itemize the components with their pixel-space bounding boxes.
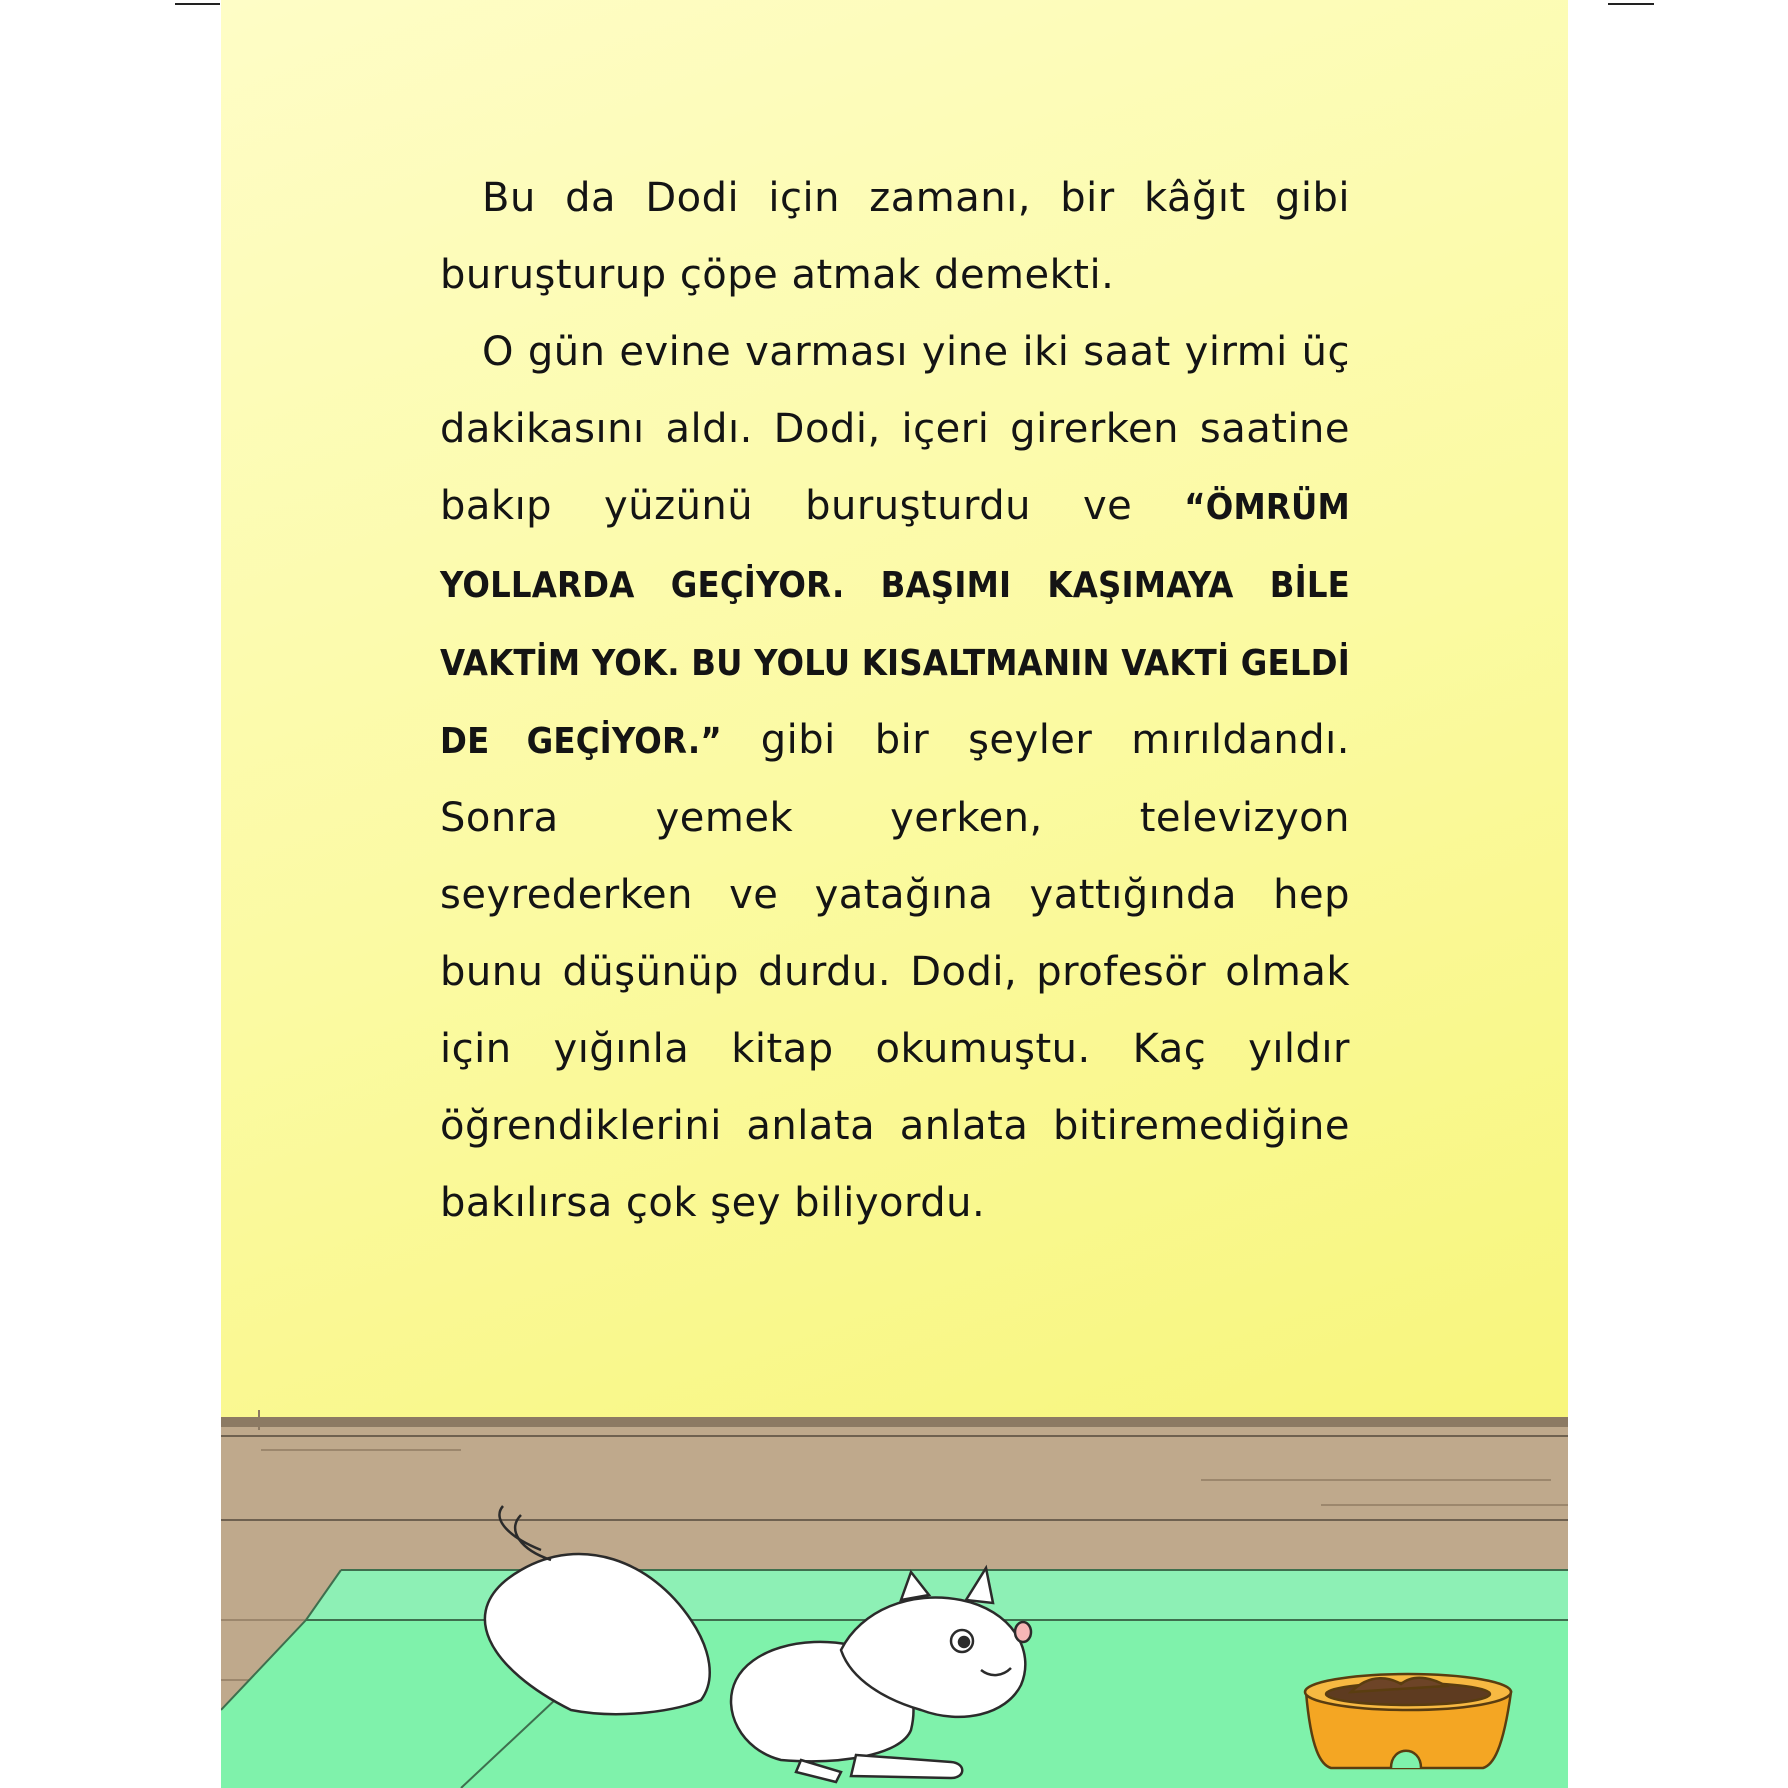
story-text <box>440 160 1350 1242</box>
crop-mark-left <box>175 3 220 5</box>
book-page <box>221 0 1568 1788</box>
paragraph-2-outro: gibi bir şeyler mırıldandı. Sonra yemek yerken, televizyon seyrederken ve yatağına yattığında hep bunu düşünüp durdu. Dodi, profesör olmak için yığınla kitap okumuştu. Kaç yıldır öğrendiklerini anlata anlata bitiremediğine bakılırsa çok şey biliyordu. <box>440 717 1351 1226</box>
paragraph-2 <box>440 314 1350 1242</box>
food-bowl-icon <box>1305 1674 1511 1768</box>
paragraph-2-intro: O gün evine varması yine iki saat yirmi üç dakikasını aldı. Dodi, içeri girerken saatine bakıp yüzünü buruşturdu ve <box>440 329 1350 529</box>
crop-mark-right <box>1608 3 1654 5</box>
shouted-quote: “ÖMRÜM YOLLARDA GEÇİYOR. BAŞIMI KAŞIMAYA BİLE VAKTİM YOK. BU YOLU KISALTMANIN VAKTİ GELDİ DE GEÇİYOR.” <box>440 487 1350 762</box>
paragraph-1 <box>440 160 1350 314</box>
illustration-scene <box>221 1410 1568 1788</box>
paragraph-1-text: Bu da Dodi için zamanı, bir kâğıt gibi buruşturup çöpe atmak demekti. <box>440 175 1350 298</box>
